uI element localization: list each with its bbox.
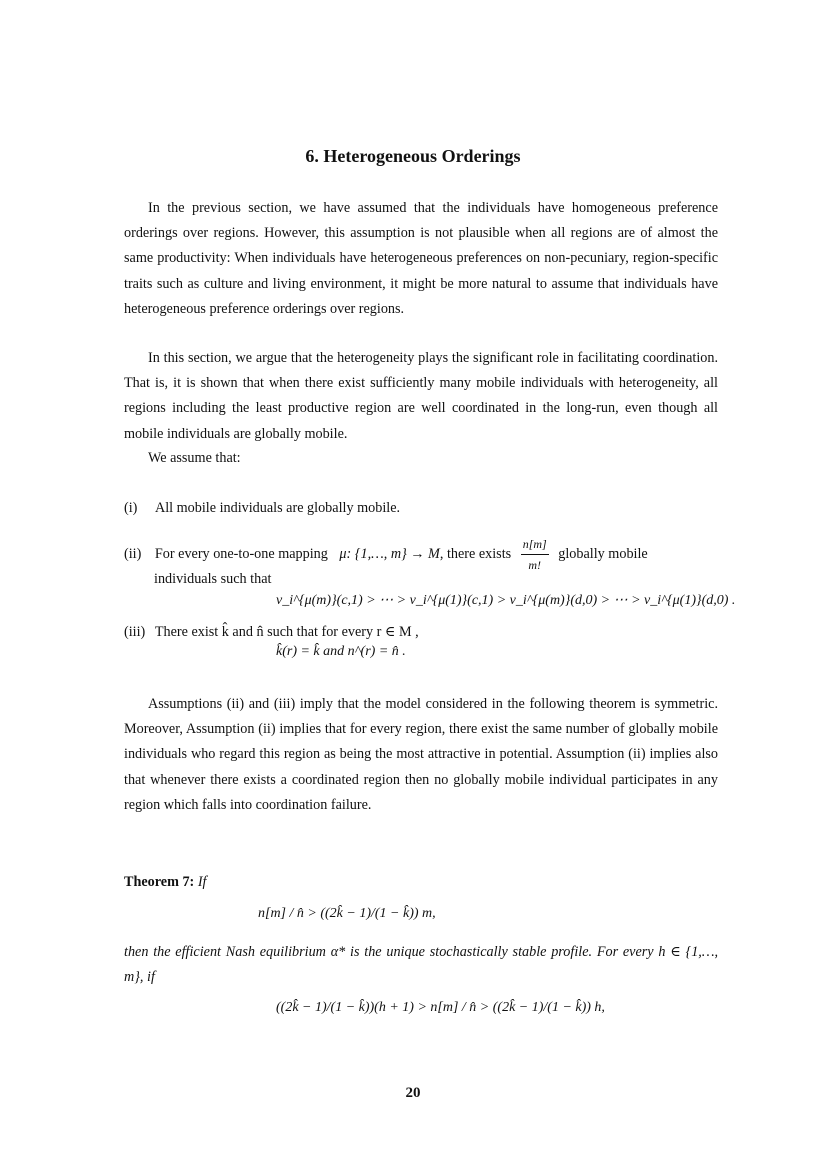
paragraph-2: In this section, we argue that the heterogeneity plays the significant role in facilitating coordination. That is, it is shown that when there exist sufficiently many mobile individuals with heterogeneity, all regions including the least productive region are well coordinated in the long-run, even though all mobile individuals are globally mobile. — [124, 350, 718, 442]
fraction-numerator: n[m] — [521, 534, 549, 555]
theorem-equation-1: n[m] / n̂ > ((2k̂ − 1)/(1 − k̂)) m, — [258, 906, 436, 921]
theorem-if: If — [197, 874, 207, 890]
assumption-i-text: All mobile individuals are globally mobile. — [154, 500, 401, 516]
assumption-iii-equation: k̂(r) = k̂ and n^(r) = n̂ . — [276, 644, 406, 659]
page-number: 20 — [405, 1085, 421, 1101]
assumption-ii-label: (ii) — [124, 545, 142, 562]
theorem-heading — [124, 872, 206, 892]
assumption-i-label: (i) — [124, 500, 138, 516]
assumption-iii — [124, 622, 419, 642]
paragraph-4: Assumptions (ii) and (iii) imply that the model considered in the following theorem is symmetric. Moreover, Assumption (ii) implies that for every region, there exist the same number of globally mobile individuals who regard this region as being the most attractive in potential. Assumption (ii) implies also that whenever there exists a coordinated region then no globally mobile individual participates in any region which falls into coordination failure. — [124, 696, 718, 813]
paragraph-1: In the previous section, we have assumed that the individuals have homogeneous preference orderings over regions. However, this assumption is not plausible when all regions are of almost the same productivity: When individuals have heterogeneous preferences on non-pecuniary, region-specific traits such as culture and living environment, it might be more natural to assume that individuals have heterogeneous preference orderings over regions. — [124, 200, 718, 317]
assumption-iii-text: There exist k̂ and n̂ such that for every r ∈ M , — [154, 624, 419, 640]
theorem-equation-2: ((2k̂ − 1)/(1 − k̂))(h + 1) > n[m] / n̂ > ((2k̂ − 1)/(1 − k̂)) h, — [276, 1000, 605, 1015]
assumption-ii-mapping: μ: {1,…, m} → M — [339, 545, 440, 562]
section-title: 6. Heterogeneous Orderings — [305, 146, 521, 166]
assumption-iii-label: (iii) — [124, 624, 146, 640]
paragraph-3: We assume that: — [148, 450, 241, 466]
theorem-label: Theorem 7: — [124, 874, 195, 890]
theorem-text: then the efficient Nash equilibrium α* is the unique stochastically stable profile. For every h ∈ {1,…, m}, if — [124, 944, 718, 985]
assumption-i — [124, 498, 400, 518]
assumption-ii-text-b: , there exists — [439, 545, 512, 562]
fraction-denominator: m! — [528, 558, 542, 572]
assumption-ii-text-c: globally mobile — [558, 545, 648, 562]
assumption-ii-equation: v_i^{μ(m)}(c,1) > ⋯ > v_i^{μ(1)}(c,1) > v_i^{μ(m)}(d,0) > ⋯ > v_i^{μ(1)}(d,0) . — [276, 593, 736, 608]
assumption-ii-text-a: For every one-to-one mapping — [154, 545, 328, 562]
assumption-ii-continuation: individuals such that — [154, 571, 272, 587]
assumption-ii-fraction — [521, 534, 549, 575]
